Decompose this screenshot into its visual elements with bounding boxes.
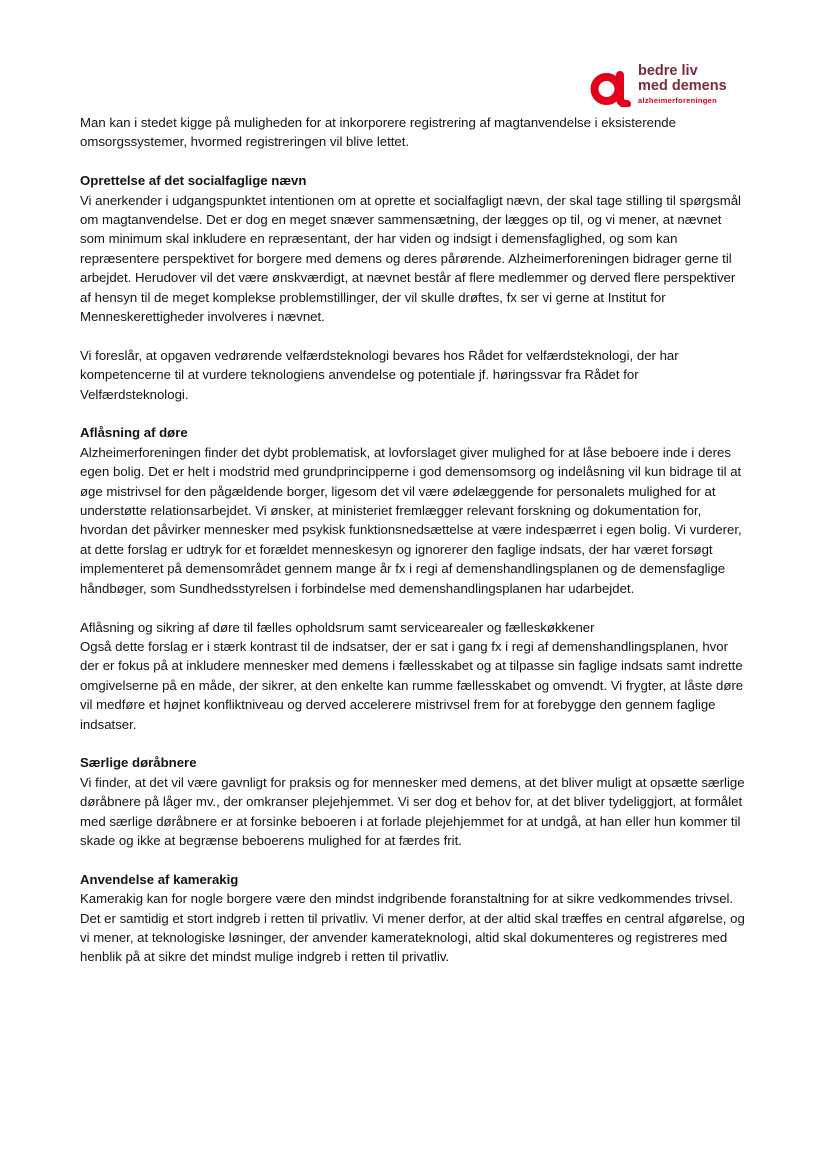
section-heading-saerlige-doeraabnere: Særlige døråbnere — [80, 755, 197, 771]
section-oprettelse-naevn — [80, 171, 748, 326]
section-aflaasning-faellesarealer — [80, 618, 748, 734]
section-paragraph-oprettelse-naevn: Vi anerkender i udgangspunktet intentionen om at oprette et socialfagligt nævn, der skal tage stilling til spørgsmål om magtanvendelse. Det er dog en meget snæver sammensætning, der lægges op til, og vi mener, at nævnet som minimum skal inkludere en repræsentant, der har viden og indsigt i demensfaglighed, og som kan repræsentere perspektivet for borgere med demens og deres pårørende. Alzheimerforeningen bidrager gerne til arbejdet. Herudover vil det være ønskværdigt, at nævnet består af flere medlemmer og derved flere perspektiver af hensyn til de meget komplekse problemstillinger, der vil skulle drøftes, fx ser vi gerne at Institut for Menneskerettigheder involveres i nævnet. — [80, 192, 741, 325]
paragraph-velfaerdsteknologi: Vi foreslår, at opgaven vedrørende velfærdsteknologi bevares hos Rådet for velfærdsteknologi, der har kompetencerne til at vurdere teknologiens anvendelse og potentiale jf. høringssvar fra Rådet for Velfærdsteknologi. — [80, 347, 679, 402]
alzheimerforeningen-logo-icon — [590, 61, 632, 107]
paragraph-intro: Man kan i stedet kigge på muligheden for at inkorporere registrering af magtanvendelse i eksisterende omsorgssystemer, hvormed registreringen vil blive lettet. — [80, 115, 676, 150]
section-heading-aflaasning-doere: Aflåsning af døre — [80, 425, 188, 441]
section-velfaerdsteknologi — [80, 346, 748, 404]
section-heading-kamerakig: Anvendelse af kamerakig — [80, 871, 239, 887]
section-paragraph-kamerakig: Kamerakig kan for nogle borgere være den mindst indgribende foranstaltning for at sikre vedkommendes trivsel. Det er samtidig et stort indgreb i retten til privatliv. Vi mener derfor, at der altid skal træffes en central afgørelse, og vi mener, at teknologiske løsninger, der anvender kamerateknologi, altid skal dokumenteres og registreres med henblik på at sikre det mindst mulige indgreb i retten til privatliv. — [80, 891, 745, 965]
document-body — [80, 113, 748, 986]
brand-title-line2: med demens — [638, 77, 727, 94]
brand-title-line1: bedre liv — [638, 63, 698, 79]
section-paragraph-aflaasning-doere: Alzheimerforeningen finder det dybt problematisk, at lovforslaget giver mulighed for at låse beboere inde i deres egen bolig. Det er helt i modstrid med grundprincipperne i god demensomsorg og indelåsning vil kun bidrage til at øge mistrivsel for den pågældende borger, ligesom det vil være ødelæggende for personalets mulighed for at understøtte relationsarbejdet. Vi ønsker, at ministeriet fremlægger relevant forskning og dokumentation for, hvordan det påvirker mennesker med psykisk funktionsnedsættelse at være indespærret i egen bolig. Vi vurderer, at dette forslag er udtryk for et forældet menneskesyn og ignorerer den faglige indsats, der har været forsøgt implementeret på demensområdet gennem mange år fx i regi af demenshandlingsplanen og de demensfaglige håndbøger, som Sundhedsstyrelsen i forbindelse med demenshandlingsplanen har udarbejdet. — [80, 444, 742, 596]
brand-logo — [590, 61, 727, 107]
section-heading-oprettelse-naevn: Oprettelse af det socialfaglige nævn — [80, 173, 307, 189]
brand-text — [638, 61, 727, 105]
section-paragraph-aflaasning-faellesarealer: Også dette forslag er i stærk kontrast til de indsatser, der er sat i gang fx i regi af demenshandlingsplanen, hvor der er fokus på at inkludere mennesker med demens i fællesskabet og at tilpasse sin faglige indsats samt indrette omgivelserne på en måde, der sikrer, at den enkelte kan rumme fællesskabet og omvendt. Vi frygter, at låste døre vil medføre et højnet konfliktniveau og derved accelerere mistrivsel frem for at forebygge den gennem faglige indsatser. — [80, 638, 744, 732]
section-paragraph-saerlige-doeraabnere: Vi finder, at det vil være gavnligt for praksis og for mennesker med demens, at det bliver muligt at opsætte særlige døråbnere på låger mv., der omkranser plejehjemmet. Vi ser dog et behov for, at det bliver tydeliggjort, at formålet med særlige døråbnere er at forsinke beboeren i at forlade plejehjemmet for at undgå, at han eller hun kommer til skade og ikke at begrænse beboerens mulighed for at færdes frit. — [80, 774, 745, 848]
section-saerlige-doeraabnere — [80, 753, 748, 850]
brand-subline: alzheimerforeningen — [638, 96, 718, 105]
section-aflaasning-doere — [80, 423, 748, 598]
section-kamerakig — [80, 870, 748, 967]
section-heading-aflaasning-faellesarealer: Aflåsning og sikring af døre til fælles opholdsrum samt servicearealer og fælleskøkkener — [80, 619, 595, 635]
